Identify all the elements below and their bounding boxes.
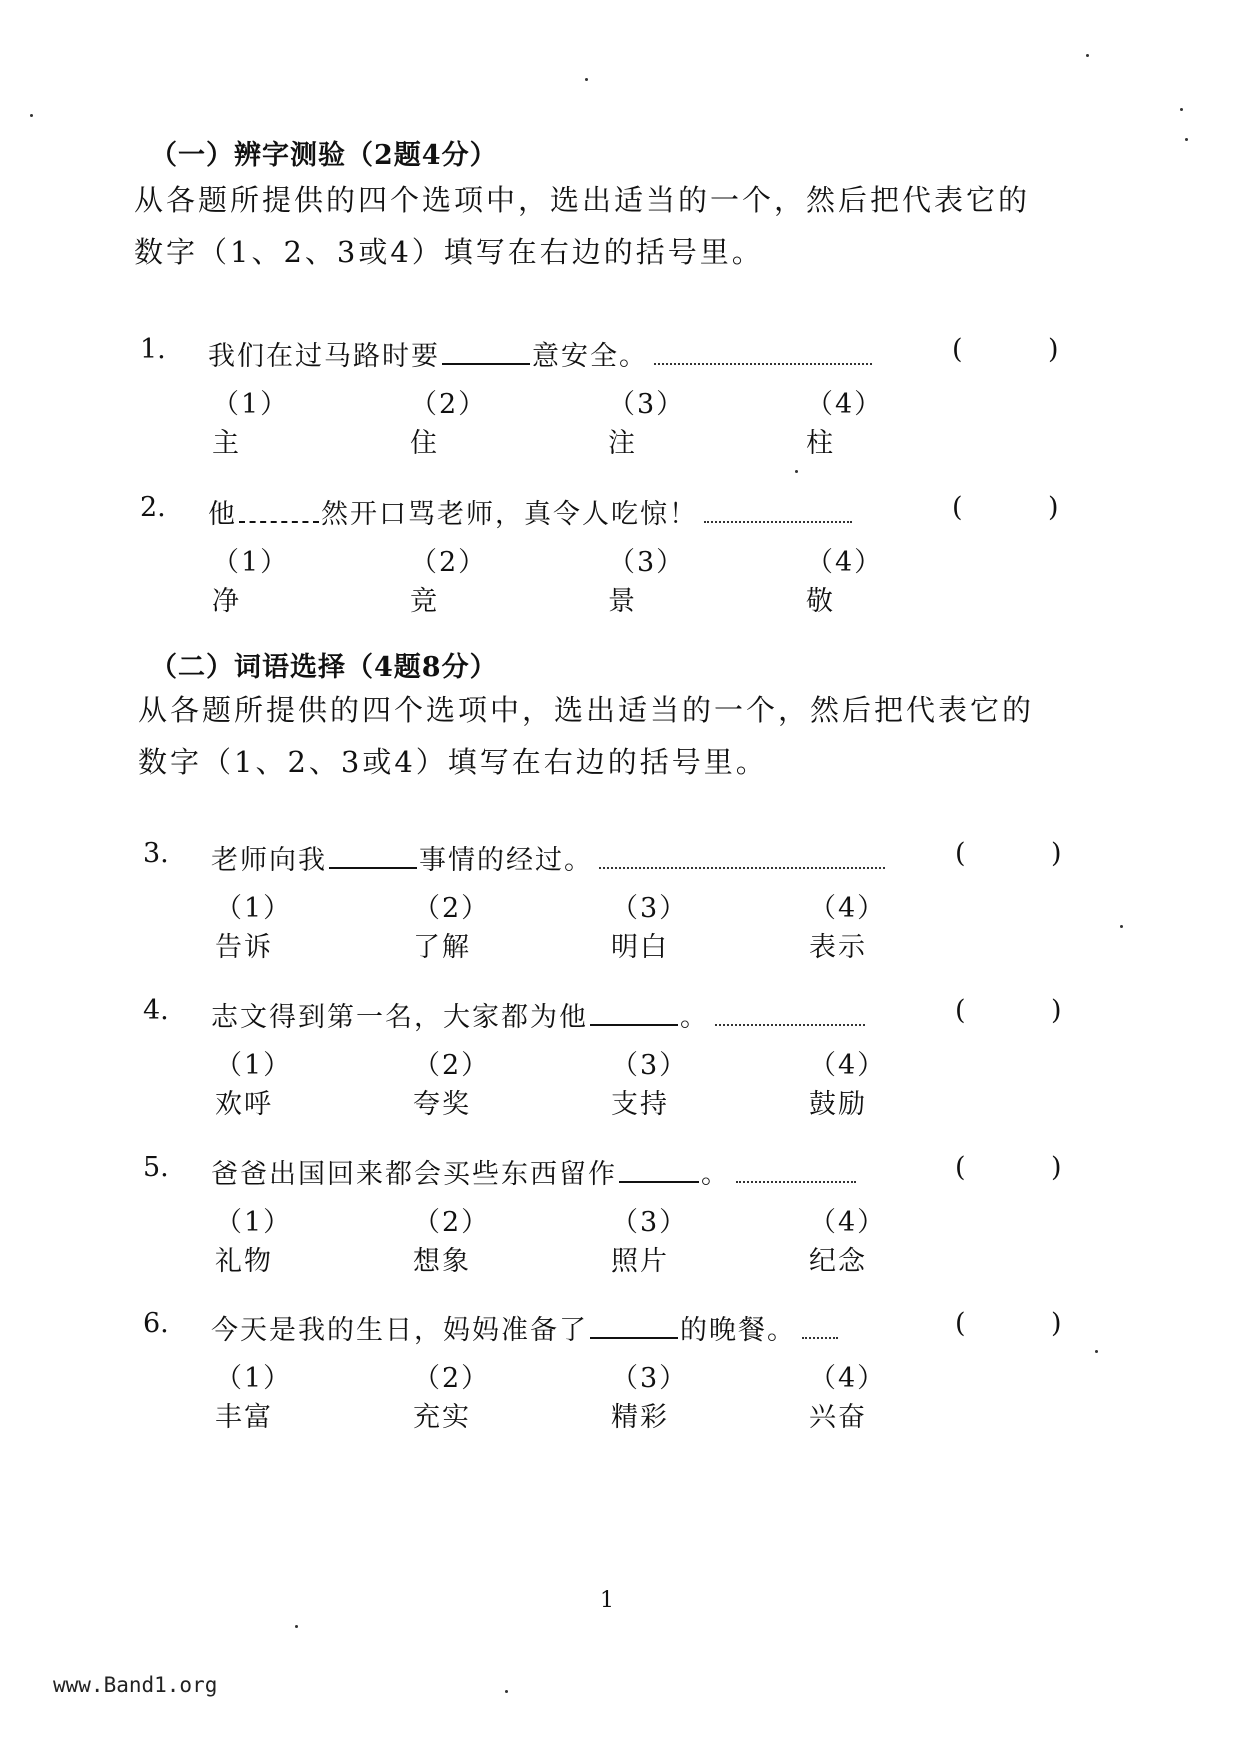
question-number: 6. xyxy=(143,1308,169,1339)
option-3: （3）照片 xyxy=(611,1207,689,1277)
option-1: （1）欢呼 xyxy=(215,1050,293,1120)
question-number: 1. xyxy=(140,334,166,365)
option-3: （3）精彩 xyxy=(611,1363,689,1433)
scan-speck xyxy=(505,1690,508,1693)
dotted-leader xyxy=(736,1163,856,1183)
answer-paren-open: ( xyxy=(955,1152,966,1183)
question-number: 4. xyxy=(143,995,169,1026)
question-number: 5. xyxy=(143,1152,169,1183)
option-1: （1）净 xyxy=(212,547,290,617)
dotted-leader xyxy=(599,849,885,869)
question-stem: 老师向我 事情的经过。 xyxy=(211,838,891,877)
option-4: （4）敬 xyxy=(806,547,884,617)
question-5 xyxy=(143,1152,1103,1277)
option-2: （2）充实 xyxy=(413,1363,491,1433)
option-3: （3）景 xyxy=(608,547,686,617)
answer-blank xyxy=(590,1317,678,1339)
option-4: （4）表示 xyxy=(809,893,887,963)
question-stem: 爸爸出国回来都会买些东西留作 。 xyxy=(211,1152,862,1191)
section2-instructions: 从各题所提供的四个选项中，选出适当的一个，然后把代表它的数字（1、2、3或4）填写在右边的括号里。 xyxy=(138,693,1035,779)
scan-speck xyxy=(1086,54,1089,57)
answer-blank xyxy=(619,1161,699,1183)
option-4: （4）鼓励 xyxy=(809,1050,887,1120)
answer-paren-close: ) xyxy=(1051,1152,1062,1183)
option-1: （1）告诉 xyxy=(215,893,293,963)
dotted-leader xyxy=(715,1006,865,1026)
question-4 xyxy=(143,995,1103,1120)
footer-website: www.Band1.org xyxy=(53,1673,218,1697)
answer-blank xyxy=(329,847,417,869)
question-6 xyxy=(143,1308,1103,1433)
option-3: （3）支持 xyxy=(611,1050,689,1120)
scan-speck xyxy=(1180,108,1183,111)
section1-title: （一）辨字测验（2题4分） xyxy=(150,140,498,171)
option-2: （2）竞 xyxy=(410,547,488,617)
answer-blank xyxy=(590,1004,678,1026)
section2-title: （二）词语选择（4题8分） xyxy=(150,652,498,683)
question-stem: 志文得到第一名，大家都为他 。 xyxy=(211,995,871,1034)
question-stem: 我们在过马路时要 意安全。 xyxy=(208,334,878,373)
page-number: 1 xyxy=(600,1588,614,1613)
answer-paren-open: ( xyxy=(952,334,963,365)
question-number: 2. xyxy=(140,492,166,523)
question-stem: 他 然开口骂老师，真令人吃惊！ xyxy=(208,492,858,531)
option-2: （2）夸奖 xyxy=(413,1050,491,1120)
option-1: （1）丰富 xyxy=(215,1363,293,1433)
dotted-leader xyxy=(802,1319,838,1339)
option-2: （2）住 xyxy=(410,389,488,459)
option-3: （3）注 xyxy=(608,389,686,459)
scan-speck xyxy=(30,114,33,117)
option-1: （1）主 xyxy=(212,389,290,459)
answer-blank xyxy=(442,343,530,365)
option-4: （4）柱 xyxy=(806,389,884,459)
answer-paren-close: ) xyxy=(1051,995,1062,1026)
scan-speck xyxy=(795,470,798,473)
scan-speck xyxy=(1120,925,1123,928)
option-1: （1）礼物 xyxy=(215,1207,293,1277)
dotted-leader xyxy=(654,345,872,365)
answer-blank xyxy=(239,501,319,523)
answer-paren-open: ( xyxy=(955,995,966,1026)
answer-paren-close: ) xyxy=(1048,492,1059,523)
question-stem: 今天是我的生日，妈妈准备了 的晚餐。 xyxy=(211,1308,844,1347)
question-number: 3. xyxy=(143,838,169,869)
answer-paren-close: ) xyxy=(1051,1308,1062,1339)
question-2 xyxy=(140,492,1100,617)
answer-paren-open: ( xyxy=(955,1308,966,1339)
section1-instructions: 从各题所提供的四个选项中，选出适当的一个，然后把代表它的数字（1、2、3或4）填写在右边的括号里。 xyxy=(134,183,1031,269)
option-4: （4）纪念 xyxy=(809,1207,887,1277)
option-2: （2）想象 xyxy=(413,1207,491,1277)
scan-speck xyxy=(1185,138,1188,141)
option-2: （2）了解 xyxy=(413,893,491,963)
option-3: （3）明白 xyxy=(611,893,689,963)
scan-speck xyxy=(295,1625,298,1628)
scan-speck xyxy=(585,78,588,81)
question-1 xyxy=(140,334,1100,459)
question-3 xyxy=(143,838,1103,963)
answer-paren-open: ( xyxy=(952,492,963,523)
dotted-leader xyxy=(704,503,852,523)
answer-paren-close: ) xyxy=(1048,334,1059,365)
answer-paren-close: ) xyxy=(1051,838,1062,869)
scan-speck xyxy=(1095,1350,1098,1353)
option-4: （4）兴奋 xyxy=(809,1363,887,1433)
answer-paren-open: ( xyxy=(955,838,966,869)
